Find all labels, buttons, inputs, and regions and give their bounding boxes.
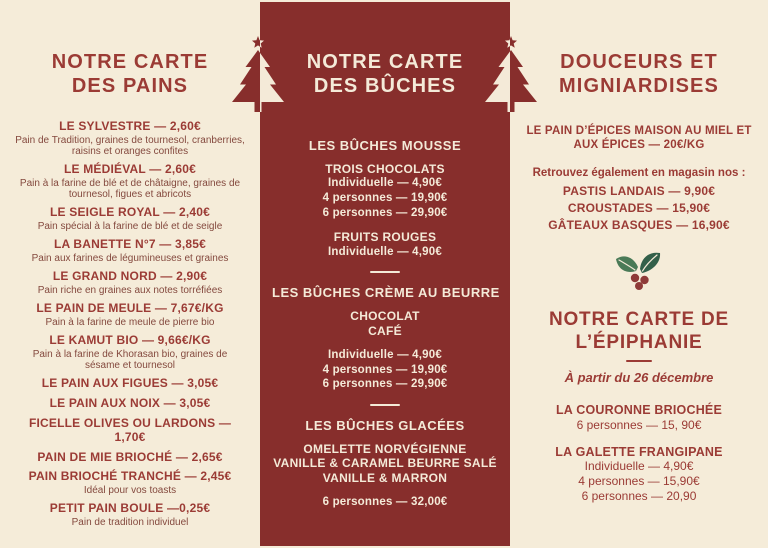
sweets-column [510,0,768,548]
price-line: 6 personnes — 29,90€ [322,378,448,391]
menu-item [14,120,246,157]
shop-intro: Retrouvez également en magasin nos : [532,166,746,179]
price-line: 6 personnes — 29,90€ [322,206,448,219]
item-name: LA BANETTE N°7 — 3,85€ [53,237,207,252]
item-name: PETIT PAIN BOULE —0,25€ [49,501,211,516]
shop-item: GÂTEAUX BASQUES — 16,90€ [548,217,730,232]
epiphany-product [520,403,758,432]
breads-list [14,120,246,528]
flavor-group [272,442,498,485]
item-name: LE PAIN DE MEULE — 7,67€/KG [36,301,224,316]
christmas-tree-icon [230,36,286,112]
pain-epices-item [520,124,758,153]
flavor-name: FRUITS ROUGES [333,230,437,245]
flavor-name: VANILLE & MARRON [322,470,448,485]
item-name: PAIN BRIOCHÉ TRANCHÉ — 2,45€ [28,469,232,484]
section-heading-creme: LES BÛCHES CRÈME AU BEURRE [272,285,500,301]
flavor-group [272,309,498,338]
item-desc: Pain de Tradition, graines de tournesol, cranberries, raisins et oranges confites [15,134,245,157]
section-divider [370,271,400,273]
buches-title-line1: NOTRE CARTE [306,51,464,73]
price-line: 4 personnes — 19,90€ [322,363,448,376]
menu-item [14,238,246,264]
menu-item [14,502,246,528]
epiphany-title-line2: L’ÉPIPHANIE [575,331,703,353]
price-line: 6 personnes — 20,90 [581,489,697,504]
product-name: LA COURONNE BRIOCHÉE [555,403,723,418]
epiphany-product [520,445,758,504]
item-name: LE SEIGLE ROYAL — 2,40€ [50,205,210,220]
menu-item [14,334,246,371]
christmas-tree-icon [483,36,539,112]
shop-list [520,183,758,234]
pain-epices-line1: LE PAIN D’ÉPICES MAISON AU MIEL ET [526,125,752,137]
sweets-title-line2: MIGNIARDISES [559,75,719,97]
price-line: 4 personnes — 15,90€ [578,474,700,489]
shop-item: PASTIS LANDAIS — 9,90€ [562,183,716,198]
item-desc: Idéal pour vos toasts [83,485,177,497]
menu-item [14,377,246,391]
breads-title-line1: NOTRE CARTE [51,51,209,73]
menu-item [14,397,246,411]
pain-epices-line2: AUX ÉPICES — 20€/KG [573,139,705,152]
sweets-title-line1: DOUCEURS ET [560,51,718,73]
item-desc: Pain de tradition individuel [71,517,189,529]
item-desc: Pain spécial à la farine de blé et de seigle [37,221,223,233]
flavor-name: CHOCOLAT [350,309,420,324]
price-line: 6 personnes — 15, 90€ [576,417,702,432]
flavor-name: OMELETTE NORVÉGIENNE [303,441,467,456]
product-name: LA GALETTE FRANGIPANE [555,444,723,459]
flavor-group [272,162,498,220]
section-heading-mousse: LES BÛCHES MOUSSE [308,138,462,153]
section-heading-glacees: LES BÛCHES GLACÉES [305,417,465,433]
menu-item [14,163,246,200]
menu-item [14,470,246,496]
flavor-name: TROIS CHOCOLATS [325,162,445,176]
menu-item [14,417,246,445]
breads-column [0,0,260,548]
item-desc: Pain aux farines de légumineuses et graines [31,253,229,265]
price-line: Individuelle — 4,90€ [328,348,442,361]
item-name: LE KAMUT BIO — 9,66€/KG [49,333,211,348]
breads-title [14,50,246,98]
item-name: FICELLE OLIVES OU LARDONS — 1,70€ [28,416,232,444]
flavor-group [272,230,498,259]
item-name: LE PAIN AUX NOIX — 3,05€ [49,396,211,411]
price-group [272,348,498,392]
sweets-title [520,50,758,98]
item-name: LE MÉDIÉVAL — 2,60€ [63,162,197,177]
flavor-name: CAFÉ [368,323,402,338]
price-line: 6 personnes — 32,00€ [322,495,448,508]
price-line: Individuelle — 4,90€ [328,245,442,258]
item-name: LE SYLVESTRE — 2,60€ [59,119,201,133]
breads-title-line2: DES PAINS [71,75,189,97]
menu-item [14,451,246,465]
item-desc: Pain riche en graines aux notes torréfiées [37,285,223,297]
section-divider [370,404,400,406]
epiphany-title-line1: NOTRE CARTE DE [548,308,730,330]
holly-icon-wrap [520,250,758,297]
item-desc: Pain à la farine de blé et de châtaigne, graines de tournesol, figues et abricots [19,177,241,201]
item-name: LE GRAND NORD — 2,90€ [52,269,208,284]
menu-item [14,206,246,232]
menu-item [14,302,246,328]
holly-berries-icon [615,250,663,292]
buches-title-line2: DES BÛCHES [313,75,457,97]
buches-title [272,50,498,98]
item-desc: Pain à la farine de Khorasan bio, graines de sésame et tournesol [32,349,228,372]
menu-item [14,270,246,296]
flavor-name: VANILLE & CARAMEL BEURRE SALÉ [273,456,497,471]
price-line: Individuelle — 4,90€ [328,177,442,190]
epiphany-title [520,309,758,355]
epiphany-title-rule [626,360,652,362]
epiphany-subtitle: À partir du 26 décembre [564,370,714,386]
price-line: Individuelle — 4,90€ [584,459,694,474]
shop-item: CROUSTADES — 15,90€ [567,200,711,215]
buches-panel [260,2,510,546]
price-line: 4 personnes — 19,90€ [322,191,448,204]
item-desc: Pain à la farine de meule de pierre bio [45,317,215,329]
item-name: LE PAIN AUX FIGUES — 3,05€ [41,376,219,391]
item-name: PAIN DE MIE BRIOCHÉ — 2,65€ [37,449,223,464]
